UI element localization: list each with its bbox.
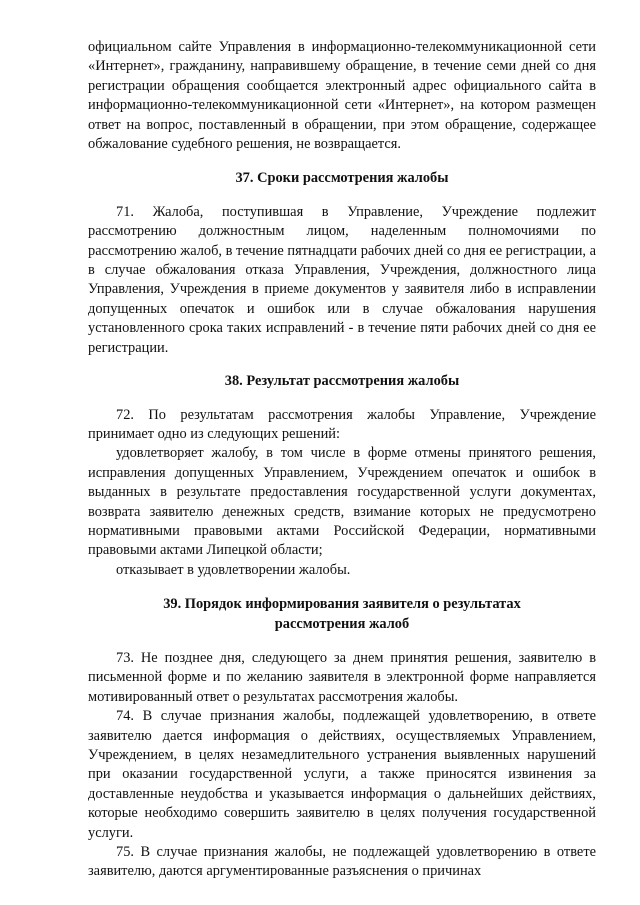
document-page — [88, 38, 596, 882]
section-39-heading-line-1: 39. Порядок информирования заявителя о результатах — [163, 596, 521, 613]
intro-paragraph: официальном сайте Управления в информационно-телекоммуникационной сети «Интернет», гражданину, направившему обращение, в течение семи дней со дня регистрации обращения сообщается электронный адрес официального сайта в информационно-телекоммуникационной сети «Интернет», на котором размещен ответ на вопрос, поставленный в обращении, при этом обращение, содержащее обжалование судебного решения, не возвращается. — [88, 39, 596, 153]
section-37-heading: 37. Сроки рассмотрения жалобы — [235, 170, 449, 187]
paragraph-72: 72. По результатам рассмотрения жалобы Управление, Учреждение принимает одно из следующих решений: — [88, 406, 596, 442]
paragraph-75: 75. В случае признания жалобы, не подлежащей удовлетворению в ответе заявителю, даются аргументированные разъяснения о причинах — [88, 844, 596, 880]
section-39-heading-line-2: рассмотрения жалоб — [274, 615, 410, 632]
paragraph-74: 74. В случае признания жалобы, подлежащей удовлетворению, в ответе заявителю дается информация о действиях, осуществляемых Управлением, Учреждением, в целях незамедлительного устранения выявленных нарушений при оказании государственной услуги, а также приносятся извинения за доставленные неудобства и указывается информация о дальнейших действиях, которые необходимо совершить заявителю в целях получения государственной услуги. — [88, 708, 596, 841]
paragraph-73: 73. Не позднее дня, следующего за днем принятия решения, заявителю в письменной форме и по желанию заявителя в электронной форме направляется мотивированный ответ о результатах рассмотрения жалобы. — [88, 649, 596, 705]
paragraph-71: 71. Жалоба, поступившая в Управление, Учреждение подлежит рассмотрению должностным лицом, наделенным полномочиями по рассмотрению жалоб, в течение пятнадцати рабочих дней со дня ее регистрации, а в случае обжалования отказа Управления, Учреждения, должностного лица Управления, Учреждения в приеме документов у заявителя либо в исправлении допущенных опечаток и ошибок или в случае обжалования нарушения установленного срока таких исправлений - в течение пяти рабочих дней со дня ее регистрации. — [88, 203, 596, 356]
decision-option-satisfy: удовлетворяет жалобу, в том числе в форме отмены принятого решения, исправления допущенных Управлением, Учреждением опечаток и ошибок в выданных в результате предоставления государственной услуги документах, возврата заявителю денежных средств, взимание которых не предусмотрено нормативными правовыми актами Российской Федерации, нормативными правовыми актами Липецкой области; — [88, 445, 596, 559]
section-38-heading: 38. Результат рассмотрения жалобы — [224, 373, 460, 390]
section-39-heading — [88, 595, 596, 634]
decision-option-refuse: отказывает в удовлетворении жалобы. — [116, 561, 351, 578]
